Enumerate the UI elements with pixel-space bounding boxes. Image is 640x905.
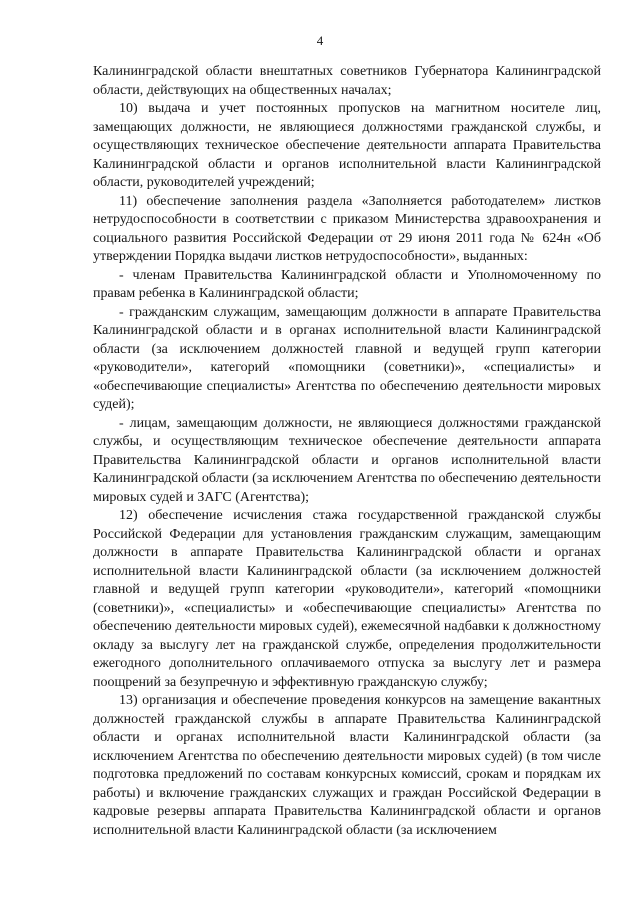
paragraph-item-11-bullet-members: - членам Правительства Калининградской области и Уполномоченному по правам ребенка в Калининградской области; (93, 267, 601, 301)
paragraph-item-11: 11) обеспечение заполнения раздела «Заполняется работодателем» листков нетрудоспособности в соответствии с приказом Министерства здравоохранения и социального развития Российской Федерации от 29 июня 2011 года № 624н «Об утверждении Порядка выдачи листков нетрудоспособности», выданных: (93, 193, 601, 264)
paragraph-continuation: Калининградской области внештатных советников Губернатора Калининградской области, действующих на общественных началах; (93, 64, 601, 98)
paragraph-item-11-bullet-civil-servants: - гражданским служащим, замещающим должности в аппарате Правительства Калининградской области и в органах исполнительной власти Калининградской области (за исключением должностей главной и ведущей групп категории «руководители», категорий «помощники (советники)», «специалисты» и «обеспечивающие специалисты» Агентства по обеспечению деятельности мировых судей); (93, 304, 601, 412)
document-body (93, 63, 601, 840)
page-number: 4 (316, 33, 324, 48)
paragraph-item-11-bullet-technical-staff: - лицам, замещающим должности, не являющиеся должностями гражданской службы, и осуществляющим техническое обеспечение деятельности аппарата Правительства Калининградской области и органов исполнительной власти Калининградской области (за исключением Агентства по обеспечению деятельности мировых судей и ЗАГС (Агентства); (93, 415, 601, 505)
paragraph-item-10: 10) выдача и учет постоянных пропусков на магнитном носителе лиц, замещающих должности, не являющиеся должностями гражданской службы, и осуществляющих техническое обеспечение деятельности аппарата Правительства Калининградской области и органов исполнительной власти Калининградской области, руководителей учреждений; (93, 101, 601, 190)
paragraph-item-12: 12) обеспечение исчисления стажа государственной гражданской службы Российской Федерации для установления гражданским служащим, замещающим должности в аппарате Правительства Калининградской области и органах исполнительной власти Калининградской области (за исключением должностей главной и ведущей групп категории «руководители», категорий «помощники (советники)», «специалисты» и «обеспечивающие специалисты» Агентства по обеспечению деятельности мировых судей), ежемесячной надбавки к должностному окладу за выслугу лет на гражданской службе, определения продолжительности ежегодного дополнительного оплачиваемого отпуска за выслугу лет и размера поощрений за безупречную и эффективную гражданскую службу; (93, 508, 601, 690)
paragraph-item-13: 13) организация и обеспечение проведения конкурсов на замещение вакантных должностей гражданской службы в аппарате Правительства Калининградской области и органах исполнительной власти Калининградской области (за исключением Агентства по обеспечению деятельности мировых судей) (в том числе подготовка предложений по составам конкурсных комиссий, срокам и порядкам их работы) и включение гражданских служащих и граждан Российской Федерации в кадровые резервы аппарата Правительства Калининградской области и органов исполнительной власти Калининградской области (за исключением (93, 693, 601, 838)
